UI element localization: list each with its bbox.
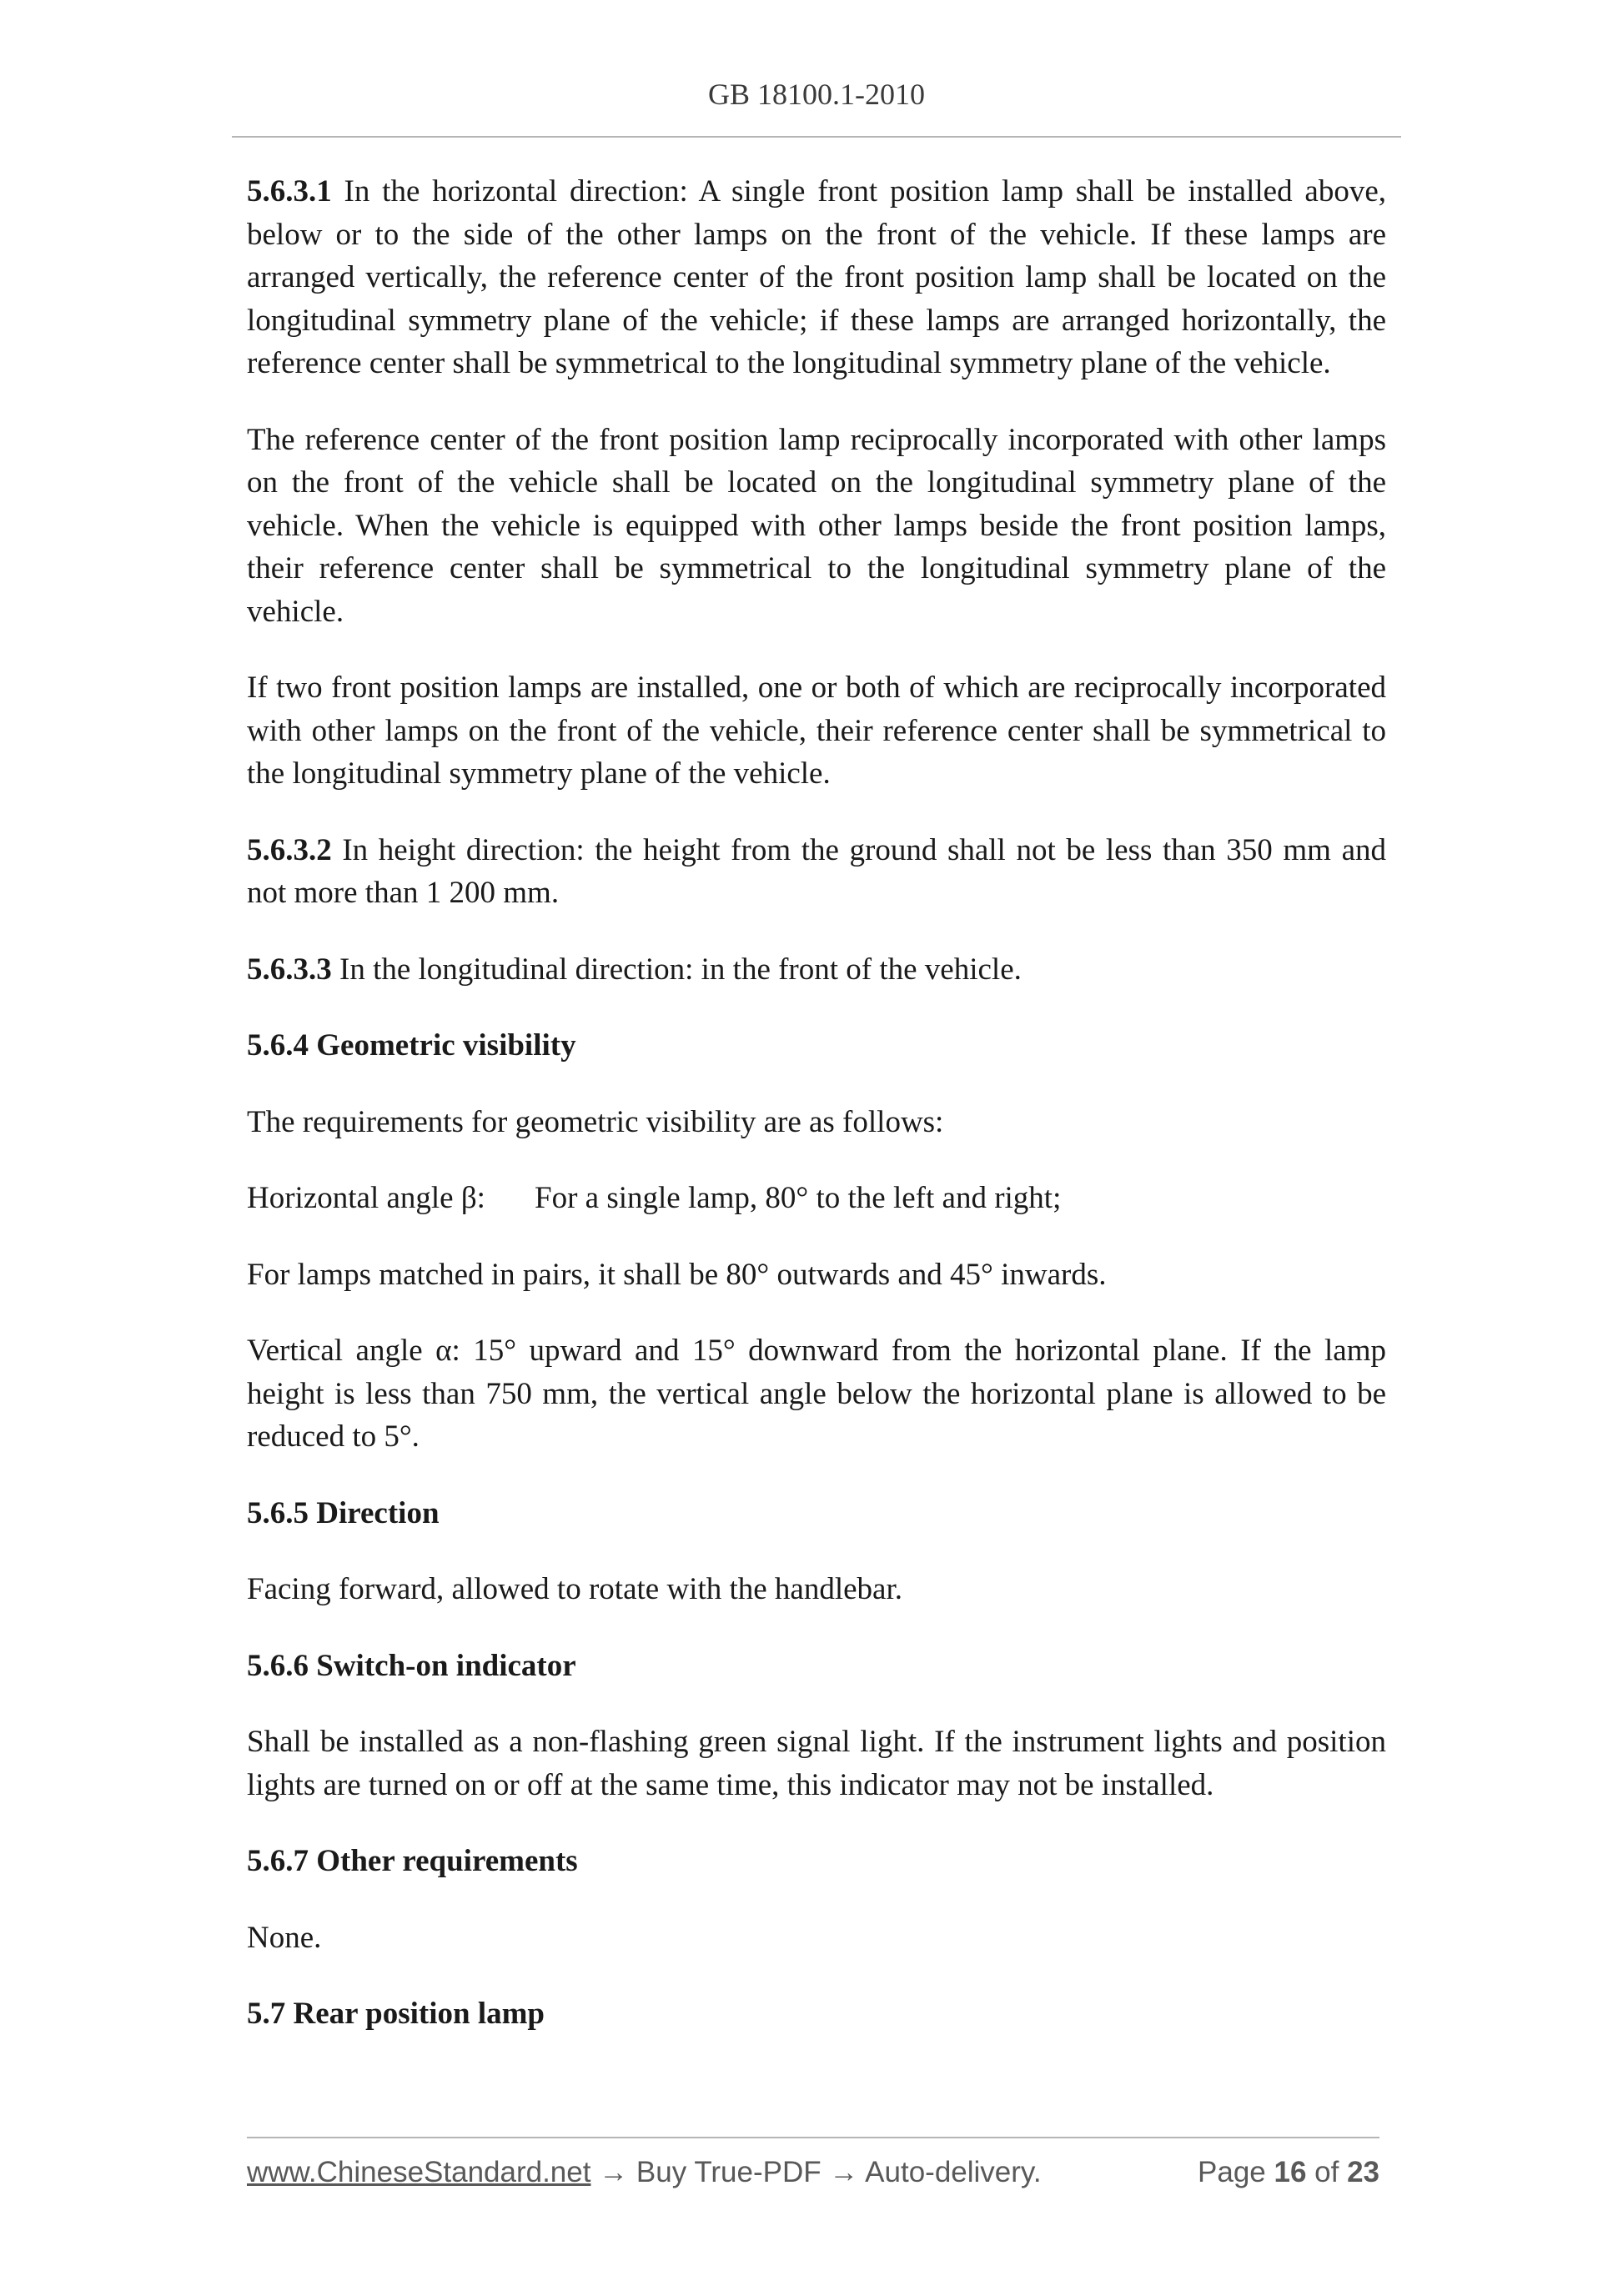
total-pages: 23 [1347, 2156, 1379, 2188]
horizontal-angle-pairs: For lamps matched in pairs, it shall be 80° outwards and 45° inwards. [247, 1257, 1107, 1292]
section-heading-geometric-visibility: 5.6.4 Geometric visibility [247, 1028, 576, 1063]
section-heading-switch-on-indicator: 5.6.6 Switch-on indicator [247, 1648, 576, 1683]
clause-5-6-3-1 [247, 170, 1386, 385]
paragraph-other: None. [247, 1920, 322, 1955]
page-counter [1198, 2156, 1379, 2189]
of-label: of [1306, 2156, 1348, 2188]
horizontal-angle-single: For a single lamp, 80° to the left and right; [535, 1181, 1062, 1215]
horizontal-angle-row [247, 1177, 1386, 1220]
website-link[interactable]: www.ChineseStandard.net [247, 2156, 591, 2188]
clause-number: 5.6.3.3 [247, 952, 332, 987]
clause-5-6-3-2 [247, 829, 1386, 915]
page-label: Page [1198, 2156, 1274, 2188]
current-page-number: 16 [1274, 2156, 1307, 2188]
footer-left [247, 2156, 1042, 2189]
header-divider [232, 136, 1401, 138]
footer-divider [247, 2137, 1379, 2138]
footer-tagline: → Buy True-PDF → Auto-delivery. [590, 2156, 1042, 2188]
paragraph-switch-on: Shall be installed as a non-flashing green signal light. If the instrument lights and position lights are turned on or off at the same time, this indicator may not be installed. [247, 1725, 1386, 1802]
clause-number: 5.6.3.2 [247, 832, 332, 867]
document-code: GB 18100.1-2010 [708, 78, 925, 111]
horizontal-angle-label: Horizontal angle β: [247, 1181, 485, 1215]
clause-text: In the horizontal direction: A single front position lamp shall be installed above, below or to the side of the other lamps on the front of the vehicle. If these lamps are arranged vertically, the reference center of the front position lamp shall be located on the longitudinal symmetry plane of the vehicle; if these lamps are arranged horizontally, the reference center shall be symmetrical to the longitudinal symmetry plane of the vehicle. [247, 174, 1386, 380]
section-heading-other-requirements: 5.6.7 Other requirements [247, 1844, 578, 1878]
page-header [232, 77, 1401, 112]
clause-text: In height direction: the height from the ground shall not be less than 350 mm and not more than 1 200 mm. [247, 832, 1386, 910]
section-heading-direction: 5.6.5 Direction [247, 1495, 440, 1530]
paragraph-direction: Facing forward, allowed to rotate with the handlebar. [247, 1572, 902, 1606]
clause-number: 5.6.3.1 [247, 174, 332, 208]
section-heading-rear-position-lamp: 5.7 Rear position lamp [247, 1997, 545, 2031]
page-footer [247, 2156, 1379, 2189]
paragraph-reciprocal: The reference center of the front position lamp reciprocally incorporated with other lamps on the front of the vehicle shall be located on the longitudinal symmetry plane of the vehicle. When the vehicle is equipped with other lamps beside the front position lamps, their reference center shall be symmetrical to the longitudinal symmetry plane of the vehicle. [247, 422, 1386, 629]
paragraph-geometric-intro: The requirements for geometric visibility are as follows: [247, 1104, 944, 1139]
clause-5-6-3-3 [247, 948, 1386, 992]
document-body [247, 170, 1386, 2036]
paragraph-two-lamps: If two front position lamps are installed, one or both of which are reciprocally incorporated with other lamps on the front of the vehicle, their reference center shall be symmetrical to the longitudinal symmetry plane of the vehicle. [247, 671, 1386, 791]
clause-text: In the longitudinal direction: in the front of the vehicle. [331, 952, 1022, 987]
paragraph-vertical-angle: Vertical angle α: 15° upward and 15° downward from the horizontal plane. If the lamp height is less than 750 mm, the vertical angle below the horizontal plane is allowed to be reduced to 5°. [247, 1334, 1386, 1454]
